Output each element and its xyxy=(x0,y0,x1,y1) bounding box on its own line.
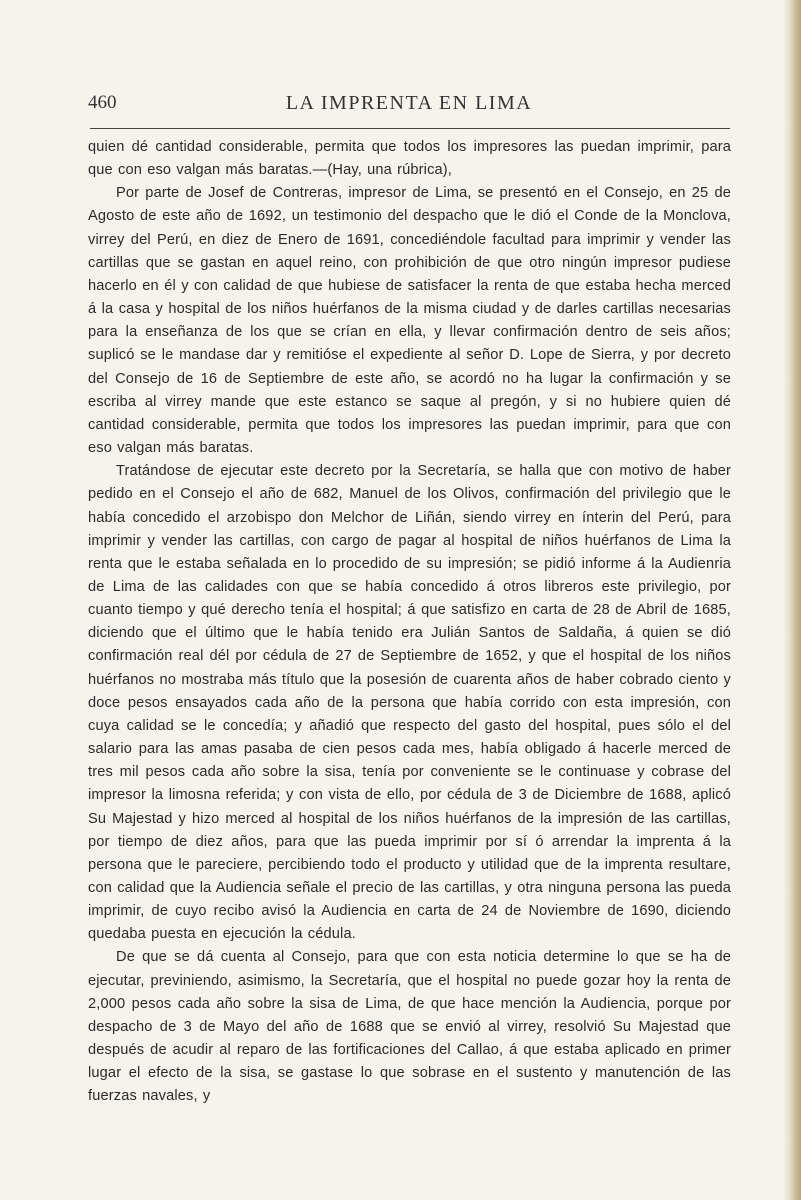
page-number: 460 xyxy=(88,92,117,113)
page-header xyxy=(88,92,730,122)
paragraph-secretaria: Tratándose de ejecutar este decreto por la Secretaría, se halla que con motivo de haber pedido en el Consejo el año de 682, Manuel de los Olivos, confirmación del privilegio que le había concedido el arzobispo don Melchor de Liñán, siendo virrey en ínterin del Perú, para imprimir y vender las cartillas, con cargo de pagar al hospital de niños huérfanos de Lima la renta que le estaba señalada en lo procedido de su impresión; se pidió informe á la Audienria de Lima de las calidades con que se había concedido á otros libreros este privilegio, por cuanto tiempo y qué derecho tenía el hospital; á que satisfizo en carta de 28 de Abril de 1685, diciendo que el último que le había tenido era Julián Santos de Saldaña, á quien se dió confirmación real dél por cédula de 27 de Septiembre de 1652, y que el hospital de los niños huérfanos no mostraba más título que la posesión de cuarenta años de haber cobrado ciento y doce pesos ensayados cada año de la persona que había corrido con esta impresión, con cuya calidad se le concedía; y añadió que respecto del gasto del hospital, pues sólo el del salario para las amas pasaba de cien pesos cada mes, había obligado á hacerle merced de tres mil pesos cada año sobre la sisa, tenía por conveniente se le continuase y cobrase del impresor la limosna referida; y con vista de ello, por cédula de 3 de Diciembre de 1688, aplicó Su Majestad y hizo merced al hospital de los niños huérfanos de la impresión de las cartillas, por tiempo de diez años, para que las pueda imprimir por sí ó arrendar la imprenta á la persona que le pareciere, percibiendo todo el producto y utilidad que de la imprenta resultare, con calidad que la Audiencia señale el precio de las cartillas, y otra ninguna persona las pueda imprimir, de cuyo recibo avisó la Audiencia en carta de 24 de Noviembre de 1690, diciendo quedaba puesta en ejecución la cédula. xyxy=(88,463,731,943)
header-rule xyxy=(90,128,730,129)
running-title: LA IMPRENTA EN LIMA xyxy=(285,92,533,114)
paragraph-continued: quien dé cantidad considerable, permita que todos los impresores las puedan imprimir, para que con eso valgan más baratas.—(Hay, una rúbrica), xyxy=(88,139,731,179)
page-edge xyxy=(783,0,801,1200)
paragraph-contreras: Por parte de Josef de Contreras, impresor de Lima, se presentó en el Consejo, en 25 de Agosto de este año de 1692, un testimonio del despacho que le dió el Conde de la Monclova, virrey del Perú, en diez de Enero de 1691, concediéndole facultad para imprimir y vender las cartillas que se gastan en aquel reino, con prohibición de que otro ningún impresor pudiese hacerlo en él y con calidad de que hubiese de satisfacer la renta de que estaba hecha merced á la casa y hospital de los niños huérfanos de la misma ciudad y de darles cartillas necesarias para la enseñanza de los que se crían en ella, y llevar confirmación dentro de seis años; suplicó se le mandase dar y remitióse el expediente al señor D. Lope de Sierra, y por decreto del Consejo de 16 de Septiembre de este año, se acordó no ha lugar la confirmación y se escriba al virrey mande que este estanco se saque al pregón, y si no hubiere quien dé cantidad considerable, permita que todos los impresores las puedan imprimir, para que con eso valgan más baratas. xyxy=(88,185,731,457)
body-text xyxy=(88,136,731,1109)
paragraph-consejo: De que se dá cuenta al Consejo, para que con esta noticia determine lo que se ha de ejecutar, previniendo, asimismo, la Secretaría, que el hospital no puede gozar hoy la renta de 2,000 pesos cada año sobre la sisa de Lima, de que hace mención la Audiencia, porque por despacho de 3 de Mayo del año de 1688 que se envió al virrey, resolvió Su Majestad que después de acudir al reparo de las fortificaciones del Callao, á que estaba aplicado en primer lugar el efecto de la sisa, se gastase lo que sobrase en el sustento y manutención de las fuerzas navales, y xyxy=(88,949,731,1105)
